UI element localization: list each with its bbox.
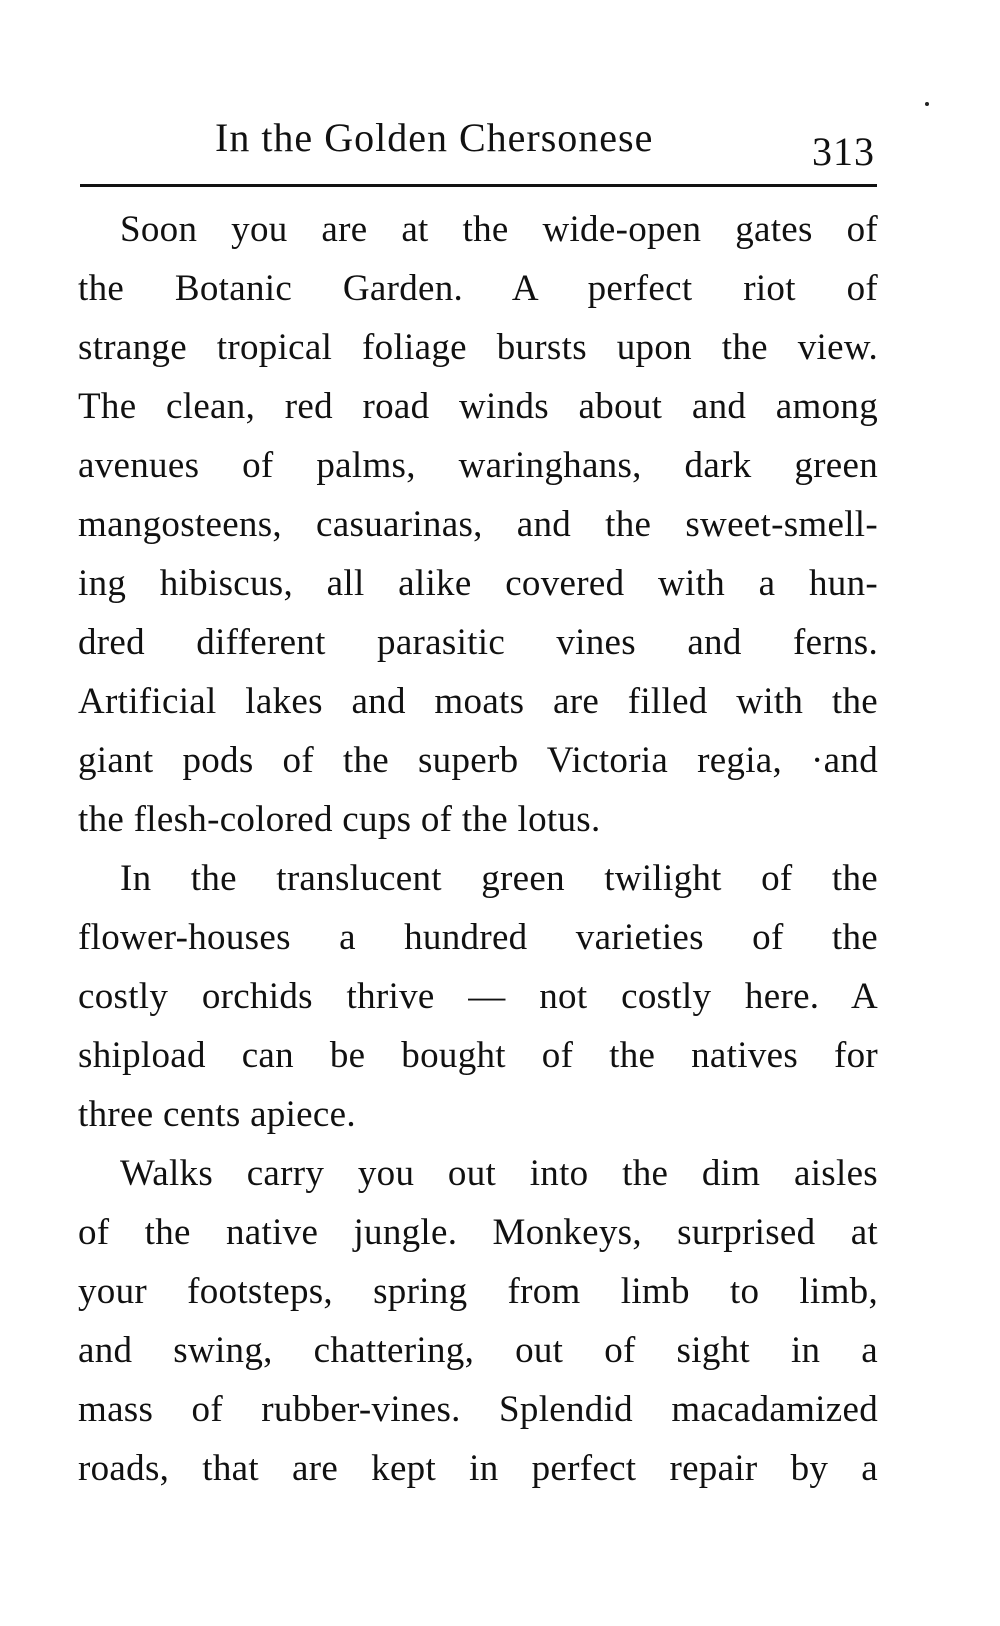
text-line: mass of rubber-vines. Splendid macadamized: [78, 1389, 878, 1430]
text-line: of the native jungle. Monkeys, surprised at: [78, 1212, 878, 1253]
print-speck: [925, 102, 929, 106]
text-line: costly orchids thrive — not costly here. A: [78, 976, 878, 1017]
text-line: the Botanic Garden. A perfect riot of: [78, 268, 878, 309]
running-title: In the Golden Chersonese: [215, 115, 654, 160]
page-header: [80, 108, 875, 178]
text-line: avenues of palms, waringhans, dark green: [78, 445, 878, 486]
text-line: Artificial lakes and moats are filled with the: [78, 681, 878, 722]
text-line: dred different parasitic vines and ferns.: [78, 622, 878, 663]
page-number: 313: [812, 129, 875, 174]
text-line: strange tropical foliage bursts upon the view.: [78, 327, 878, 368]
text-line: three cents apiece.: [78, 1094, 356, 1135]
text-line: Walks carry you out into the dim aisles: [120, 1153, 878, 1194]
text-line: In the translucent green twilight of the: [120, 858, 878, 899]
text-line: ing hibiscus, all alike covered with a hun-: [78, 563, 878, 604]
text-line: the flesh-colored cups of the lotus.: [78, 799, 601, 840]
text-line: flower-houses a hundred varieties of the: [78, 917, 878, 958]
text-line: your footsteps, spring from limb to limb,: [78, 1271, 878, 1312]
text-line: mangosteens, casuarinas, and the sweet-smell-: [78, 504, 878, 545]
body-text: [78, 200, 878, 1498]
header-rule: [80, 184, 877, 187]
text-line: and swing, chattering, out of sight in a: [78, 1330, 878, 1371]
text-line: roads, that are kept in perfect repair by a: [78, 1448, 878, 1489]
text-line: giant pods of the superb Victoria regia, ·and: [78, 740, 878, 781]
text-line: shipload can be bought of the natives for: [78, 1035, 878, 1076]
text-line: The clean, red road winds about and among: [78, 386, 878, 427]
text-line: Soon you are at the wide-open gates of: [120, 209, 878, 250]
